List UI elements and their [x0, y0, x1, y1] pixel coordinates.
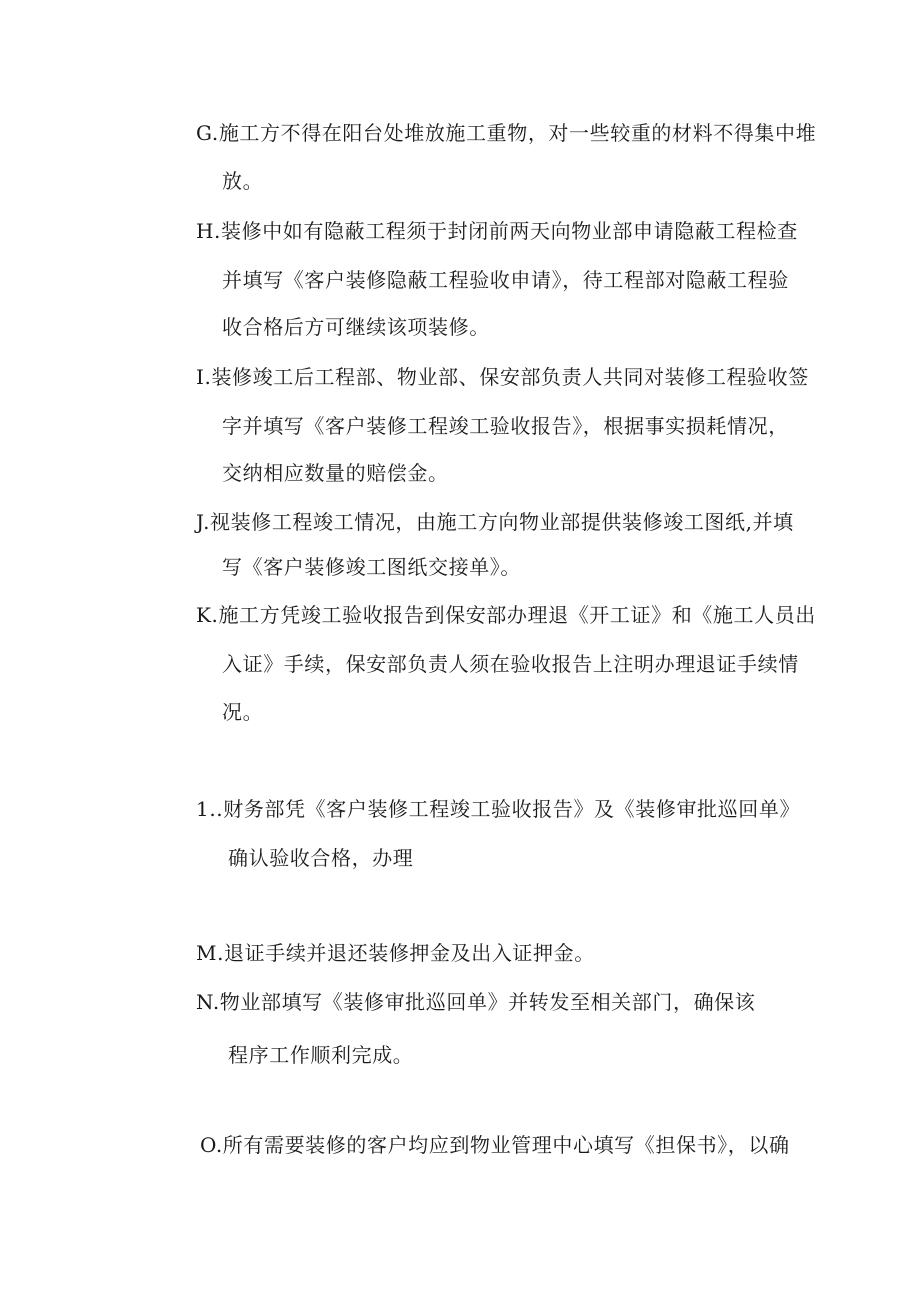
paragraph-j-line-2: 写《客户装修竣工图纸交接单》。 [222, 555, 521, 579]
paragraph-h-line-1: H.装修中如有隐蔽工程须于封闭前两天向物业部申请隐蔽工程检查 [196, 219, 798, 243]
paragraph-j-line-1: J.视装修工程竣工情况，由施工方向物业部提供装修竣工图纸,并填 [196, 510, 794, 534]
paragraph-i-line-3: 交纳相应数量的赔偿金。 [222, 461, 449, 485]
paragraph-o-line-1: O.所有需要装修的客户均应到物业管理中心填写《担保书》，以确 [200, 1133, 790, 1157]
paragraph-h-line-2: 并填写《客户装修隐蔽工程验收申请》，待工程部对隐蔽工程验 [222, 268, 789, 292]
paragraph-i-line-2: 字并填写《客户装修工程竣工验收报告》，根据事实损耗情况， [222, 414, 789, 438]
paragraph-g-line-2: 放。 [222, 169, 264, 193]
paragraph-h-line-3: 收合格后方可继续该项装修。 [222, 315, 490, 339]
paragraph-n-line-1: N.物业部填写《装修审批巡回单》并转发至相关部门，确保该 [196, 990, 756, 1014]
paragraph-g-line-1: G.施工方不得在阳台处堆放施工重物，对一些较重的材料不得集中堆 [196, 121, 817, 145]
paragraph-m-line-1: M.退证手续并退还装修押金及出入证押金。 [196, 941, 595, 965]
paragraph-n-line-2: 程序工作顺利完成。 [228, 1043, 414, 1067]
paragraph-l-line-1: 1..财务部凭《客户装修工程竣工验收报告》及《装修审批巡回单》 [196, 797, 801, 821]
paragraph-k-line-1: K.施工方凭竣工验收报告到保安部办理退《开工证》和《施工人员出 [196, 603, 816, 627]
paragraph-k-line-2: 入证》手续，保安部负责人须在验收报告上注明办理退证手续情 [222, 652, 799, 676]
paragraph-k-line-3: 况。 [222, 700, 264, 724]
paragraph-i-line-1: I.装修竣工后工程部、物业部、保安部负责人共同对装修工程验收签 [196, 365, 809, 389]
paragraph-l-line-2: 确认验收合格，办理 [228, 846, 414, 870]
